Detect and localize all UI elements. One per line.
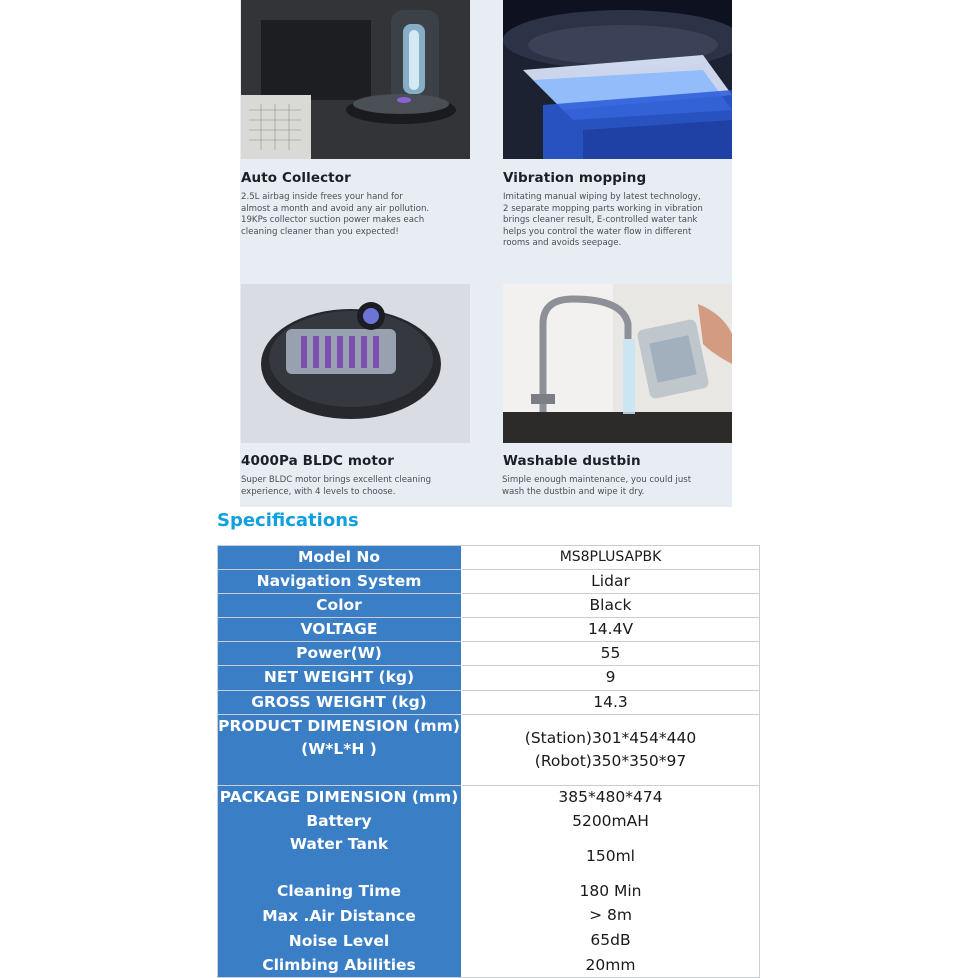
- row-divider: [217, 690, 760, 691]
- row-divider: [217, 617, 760, 618]
- desc-line: Imitating manual wiping by latest technology,: [503, 192, 701, 202]
- spec-label: (W*L*H ): [301, 740, 377, 758]
- desc-line: rooms and avoids seepage.: [503, 238, 622, 249]
- feature-desc-vibration-mopping: [503, 192, 735, 250]
- spec-label: Climbing Abilities: [262, 956, 416, 974]
- spec-label: Cleaning Time: [276, 882, 402, 900]
- washable-dustbin-image: [503, 284, 732, 443]
- spec-label: PACKAGE DIMENSION (mm): [219, 788, 459, 806]
- spec-value: Lidar: [591, 572, 630, 590]
- desc-line: wash the dustbin and wipe it dry.: [502, 486, 645, 497]
- desc-line: Super BLDC motor brings excellent cleaning: [241, 475, 432, 485]
- feature-title-bldc-motor: 4000Pa BLDC motor: [241, 453, 395, 469]
- spec-value: 9: [605, 668, 616, 686]
- spec-value: 150ml: [586, 847, 635, 865]
- vibration-mopping-image: [503, 0, 732, 159]
- row-divider: [217, 641, 760, 642]
- spec-label: Max .Air Distance: [262, 907, 416, 925]
- desc-line: almost a month and avoid any air pollution.: [241, 203, 430, 214]
- row-divider: [217, 665, 760, 666]
- desc-line: brings cleaner result, E-controlled water tank: [503, 215, 698, 226]
- spec-label: Navigation System: [256, 572, 422, 590]
- row-divider: [217, 593, 760, 594]
- feature-title-washable-dustbin: Washable dustbin: [503, 453, 641, 469]
- spec-value: 65dB: [590, 931, 631, 949]
- spec-value: (Robot)350*350*97: [534, 752, 687, 770]
- spec-value: (Station)301*454*440: [524, 729, 697, 747]
- feature-desc-auto-collector: [241, 192, 473, 238]
- spec-label: Noise Level: [288, 932, 390, 950]
- spec-label: GROSS WEIGHT (kg): [251, 693, 427, 711]
- spec-value: 14.4V: [587, 620, 634, 638]
- spec-label: NET WEIGHT (kg): [263, 668, 415, 686]
- spec-value-column: [461, 545, 760, 978]
- feature-panel: [240, 0, 732, 507]
- spec-value: 5200mAH: [572, 812, 649, 830]
- spec-label: Color: [316, 596, 362, 614]
- desc-line: 19KPs collector suction power makes each: [241, 215, 425, 226]
- spec-label: Power(W): [296, 644, 382, 662]
- specifications-heading: Specifications: [217, 510, 359, 531]
- spec-value: 20mm: [585, 956, 636, 974]
- desc-line: experience, with 4 levels to choose.: [241, 486, 396, 497]
- column-divider: [461, 545, 462, 978]
- spec-label: Model No: [297, 548, 380, 566]
- auto-collector-image: [241, 0, 470, 159]
- desc-line: 2.5L airbag inside frees your hand for: [241, 192, 403, 202]
- spec-label: Water Tank: [289, 835, 389, 853]
- feature-title-auto-collector: Auto Collector: [241, 170, 351, 186]
- bldc-motor-image: [241, 284, 470, 443]
- spec-label-column: [217, 545, 461, 978]
- spec-label: VOLTAGE: [300, 620, 378, 638]
- feature-title-vibration-mopping: Vibration mopping: [503, 170, 647, 186]
- spec-label: Battery: [306, 812, 372, 830]
- spec-value: MS8PLUSAPBK: [559, 549, 662, 565]
- spec-value: 55: [600, 644, 621, 662]
- spec-value: 385*480*474: [558, 788, 663, 806]
- desc-line: 2 separate mopping parts working in vibration: [503, 203, 703, 214]
- row-divider: [217, 785, 760, 786]
- feature-desc-bldc-motor: [241, 475, 473, 498]
- desc-line: Simple enough maintenance, you could just: [502, 475, 692, 485]
- desc-line: helps you control the water flow in different: [503, 226, 692, 237]
- spec-value: Black: [589, 596, 632, 614]
- desc-line: cleaning cleaner than you expected!: [241, 226, 399, 237]
- row-divider: [217, 714, 760, 715]
- row-divider: [217, 569, 760, 570]
- spec-label: PRODUCT DIMENSION (mm): [218, 717, 460, 735]
- spec-value: 180 Min: [579, 882, 642, 900]
- feature-desc-washable-dustbin: [502, 475, 734, 498]
- spec-value: > 8m: [589, 906, 632, 924]
- spec-value: 14.3: [593, 693, 628, 711]
